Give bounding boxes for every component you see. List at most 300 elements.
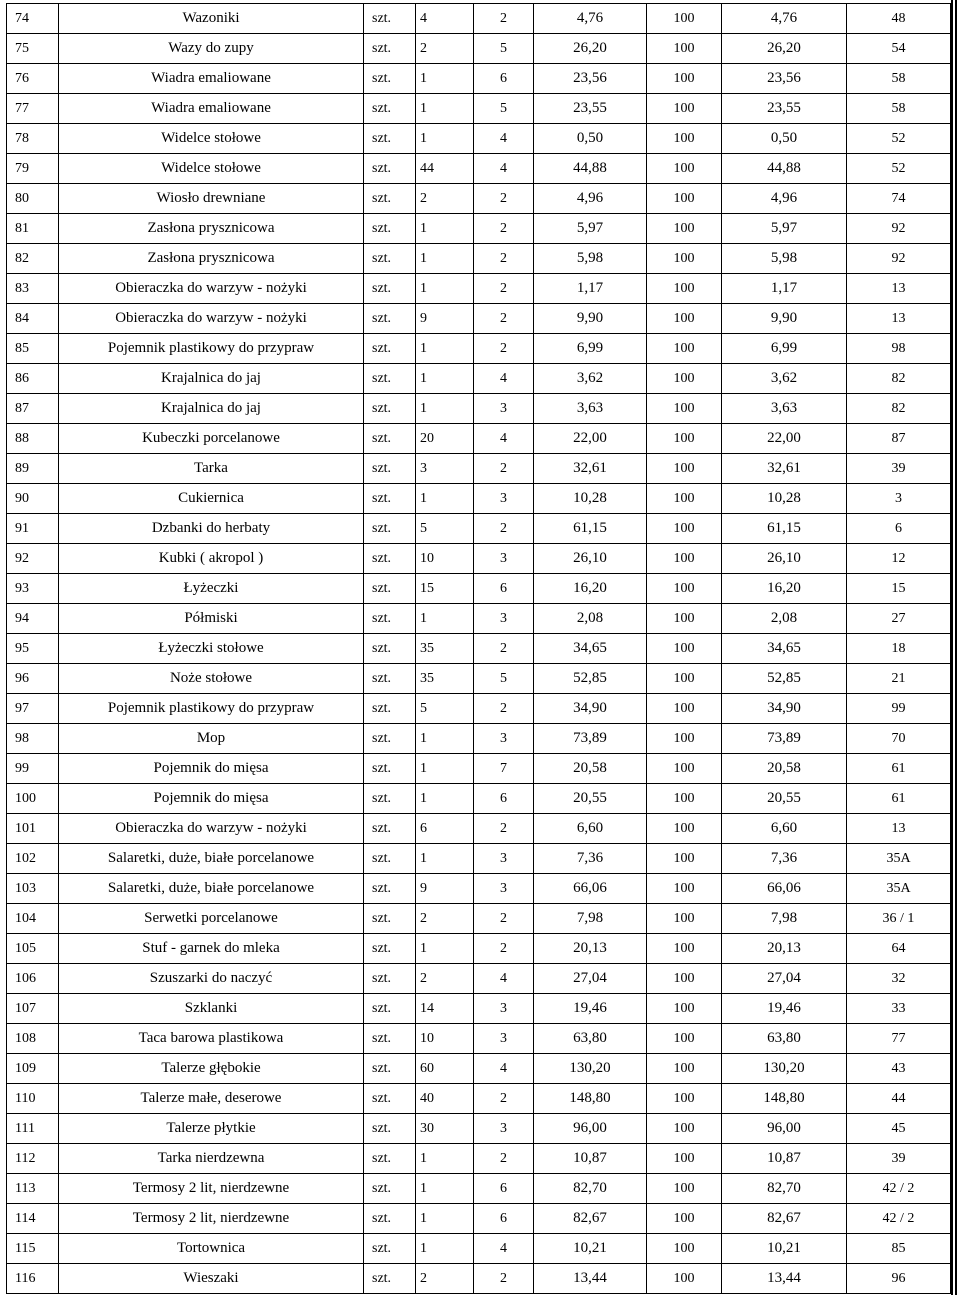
count-cell: 2	[474, 514, 534, 544]
table-row	[7, 754, 951, 784]
price-cell: 3,63	[534, 394, 647, 424]
value-cell: 16,20	[722, 574, 847, 604]
table-row	[7, 424, 951, 454]
page-border-line	[951, 0, 953, 1295]
item-name: Pojemnik do mięsa	[59, 754, 364, 784]
reference-cell: 61	[847, 784, 951, 814]
quantity-cell: 3	[416, 454, 474, 484]
price-cell: 20,55	[534, 784, 647, 814]
percent-cell: 100	[647, 1234, 722, 1264]
table-row	[7, 1054, 951, 1084]
value-cell: 63,80	[722, 1024, 847, 1054]
price-cell: 9,90	[534, 304, 647, 334]
percent-cell: 100	[647, 94, 722, 124]
item-name: Salaretki, duże, białe porcelanowe	[59, 874, 364, 904]
value-cell: 22,00	[722, 424, 847, 454]
count-cell: 6	[474, 1204, 534, 1234]
value-cell: 73,89	[722, 724, 847, 754]
percent-cell: 100	[647, 1264, 722, 1294]
quantity-cell: 1	[416, 484, 474, 514]
table-row	[7, 1144, 951, 1174]
percent-cell: 100	[647, 784, 722, 814]
unit-cell: szt.	[364, 1204, 416, 1234]
row-number: 77	[7, 94, 59, 124]
row-number: 89	[7, 454, 59, 484]
count-cell: 2	[474, 184, 534, 214]
value-cell: 19,46	[722, 994, 847, 1024]
percent-cell: 100	[647, 4, 722, 34]
reference-cell: 99	[847, 694, 951, 724]
row-number: 74	[7, 4, 59, 34]
table-body	[7, 4, 951, 1294]
unit-cell: szt.	[364, 1264, 416, 1294]
quantity-cell: 2	[416, 34, 474, 64]
quantity-cell: 1	[416, 244, 474, 274]
value-cell: 20,58	[722, 754, 847, 784]
table-row	[7, 304, 951, 334]
row-number: 94	[7, 604, 59, 634]
value-cell: 44,88	[722, 154, 847, 184]
row-number: 107	[7, 994, 59, 1024]
table-row	[7, 484, 951, 514]
price-cell: 63,80	[534, 1024, 647, 1054]
item-name: Tortownica	[59, 1234, 364, 1264]
row-number: 100	[7, 784, 59, 814]
price-cell: 52,85	[534, 664, 647, 694]
row-number: 84	[7, 304, 59, 334]
item-name: Pojemnik plastikowy do przypraw	[59, 694, 364, 724]
value-cell: 23,55	[722, 94, 847, 124]
reference-cell: 61	[847, 754, 951, 784]
item-name: Krajalnica do jaj	[59, 364, 364, 394]
value-cell: 10,28	[722, 484, 847, 514]
reference-cell: 52	[847, 154, 951, 184]
quantity-cell: 10	[416, 1024, 474, 1054]
count-cell: 2	[474, 454, 534, 484]
reference-cell: 54	[847, 34, 951, 64]
table-row	[7, 814, 951, 844]
unit-cell: szt.	[364, 94, 416, 124]
unit-cell: szt.	[364, 1234, 416, 1264]
count-cell: 5	[474, 664, 534, 694]
row-number: 82	[7, 244, 59, 274]
quantity-cell: 6	[416, 814, 474, 844]
reference-cell: 35A	[847, 874, 951, 904]
reference-cell: 96	[847, 1264, 951, 1294]
row-number: 109	[7, 1054, 59, 1084]
quantity-cell: 1	[416, 394, 474, 424]
table-row	[7, 514, 951, 544]
row-number: 81	[7, 214, 59, 244]
table-row	[7, 94, 951, 124]
row-number: 111	[7, 1114, 59, 1144]
quantity-cell: 1	[416, 934, 474, 964]
item-name: Talerze małe, deserowe	[59, 1084, 364, 1114]
table-row	[7, 934, 951, 964]
quantity-cell: 2	[416, 184, 474, 214]
item-name: Tarka nierdzewna	[59, 1144, 364, 1174]
quantity-cell: 1	[416, 1174, 474, 1204]
table-row	[7, 394, 951, 424]
percent-cell: 100	[647, 364, 722, 394]
value-cell: 148,80	[722, 1084, 847, 1114]
item-name: Wiosło drewniane	[59, 184, 364, 214]
percent-cell: 100	[647, 994, 722, 1024]
price-cell: 130,20	[534, 1054, 647, 1084]
unit-cell: szt.	[364, 754, 416, 784]
quantity-cell: 9	[416, 304, 474, 334]
unit-cell: szt.	[364, 574, 416, 604]
price-cell: 34,65	[534, 634, 647, 664]
count-cell: 4	[474, 364, 534, 394]
percent-cell: 100	[647, 664, 722, 694]
inventory-sheet	[6, 3, 950, 1294]
reference-cell: 98	[847, 334, 951, 364]
item-name: Obieraczka do warzyw - nożyki	[59, 274, 364, 304]
percent-cell: 100	[647, 694, 722, 724]
price-cell: 73,89	[534, 724, 647, 754]
count-cell: 6	[474, 64, 534, 94]
count-cell: 3	[474, 1114, 534, 1144]
count-cell: 4	[474, 124, 534, 154]
quantity-cell: 1	[416, 94, 474, 124]
table-row	[7, 64, 951, 94]
count-cell: 2	[474, 244, 534, 274]
value-cell: 2,08	[722, 604, 847, 634]
item-name: Wiadra emaliowane	[59, 94, 364, 124]
value-cell: 130,20	[722, 1054, 847, 1084]
item-name: Szklanki	[59, 994, 364, 1024]
table-row	[7, 694, 951, 724]
percent-cell: 100	[647, 874, 722, 904]
reference-cell: 48	[847, 4, 951, 34]
value-cell: 3,62	[722, 364, 847, 394]
price-cell: 10,28	[534, 484, 647, 514]
row-number: 80	[7, 184, 59, 214]
table-row	[7, 124, 951, 154]
unit-cell: szt.	[364, 304, 416, 334]
unit-cell: szt.	[364, 214, 416, 244]
quantity-cell: 14	[416, 994, 474, 1024]
reference-cell: 44	[847, 1084, 951, 1114]
reference-cell: 15	[847, 574, 951, 604]
percent-cell: 100	[647, 154, 722, 184]
item-name: Serwetki porcelanowe	[59, 904, 364, 934]
quantity-cell: 1	[416, 754, 474, 784]
unit-cell: szt.	[364, 784, 416, 814]
table-row	[7, 724, 951, 754]
unit-cell: szt.	[364, 394, 416, 424]
price-cell: 27,04	[534, 964, 647, 994]
value-cell: 13,44	[722, 1264, 847, 1294]
unit-cell: szt.	[364, 934, 416, 964]
reference-cell: 39	[847, 1144, 951, 1174]
table-row	[7, 634, 951, 664]
price-cell: 5,97	[534, 214, 647, 244]
item-name: Szuszarki do naczyć	[59, 964, 364, 994]
price-cell: 5,98	[534, 244, 647, 274]
page-border-line	[955, 0, 957, 1295]
row-number: 76	[7, 64, 59, 94]
reference-cell: 58	[847, 94, 951, 124]
price-cell: 66,06	[534, 874, 647, 904]
quantity-cell: 1	[416, 1144, 474, 1174]
quantity-cell: 5	[416, 514, 474, 544]
value-cell: 61,15	[722, 514, 847, 544]
price-cell: 148,80	[534, 1084, 647, 1114]
unit-cell: szt.	[364, 334, 416, 364]
row-number: 113	[7, 1174, 59, 1204]
reference-cell: 82	[847, 394, 951, 424]
percent-cell: 100	[647, 244, 722, 274]
unit-cell: szt.	[364, 1144, 416, 1174]
count-cell: 3	[474, 844, 534, 874]
quantity-cell: 1	[416, 1234, 474, 1264]
reference-cell: 27	[847, 604, 951, 634]
quantity-cell: 44	[416, 154, 474, 184]
reference-cell: 42 / 2	[847, 1204, 951, 1234]
table-row	[7, 1264, 951, 1294]
count-cell: 7	[474, 754, 534, 784]
item-name: Talerze głębokie	[59, 1054, 364, 1084]
quantity-cell: 5	[416, 694, 474, 724]
value-cell: 34,90	[722, 694, 847, 724]
table-row	[7, 274, 951, 304]
item-name: Obieraczka do warzyw - nożyki	[59, 304, 364, 334]
item-name: Termosy 2 lit, nierdzewne	[59, 1174, 364, 1204]
item-name: Pojemnik do mięsa	[59, 784, 364, 814]
value-cell: 82,70	[722, 1174, 847, 1204]
table-row	[7, 1114, 951, 1144]
value-cell: 10,87	[722, 1144, 847, 1174]
row-number: 95	[7, 634, 59, 664]
percent-cell: 100	[647, 34, 722, 64]
unit-cell: szt.	[364, 604, 416, 634]
price-cell: 7,98	[534, 904, 647, 934]
unit-cell: szt.	[364, 814, 416, 844]
count-cell: 4	[474, 1054, 534, 1084]
table-row	[7, 874, 951, 904]
table-row	[7, 904, 951, 934]
quantity-cell: 2	[416, 1264, 474, 1294]
count-cell: 4	[474, 424, 534, 454]
count-cell: 3	[474, 874, 534, 904]
count-cell: 2	[474, 904, 534, 934]
table-row	[7, 214, 951, 244]
value-cell: 1,17	[722, 274, 847, 304]
reference-cell: 13	[847, 814, 951, 844]
price-cell: 4,76	[534, 4, 647, 34]
count-cell: 4	[474, 1234, 534, 1264]
value-cell: 20,13	[722, 934, 847, 964]
unit-cell: szt.	[364, 484, 416, 514]
table-row	[7, 604, 951, 634]
row-number: 98	[7, 724, 59, 754]
table-row	[7, 544, 951, 574]
value-cell: 26,20	[722, 34, 847, 64]
reference-cell: 82	[847, 364, 951, 394]
unit-cell: szt.	[364, 184, 416, 214]
count-cell: 2	[474, 934, 534, 964]
reference-cell: 58	[847, 64, 951, 94]
table-row	[7, 1204, 951, 1234]
quantity-cell: 40	[416, 1084, 474, 1114]
count-cell: 3	[474, 724, 534, 754]
price-cell: 26,20	[534, 34, 647, 64]
count-cell: 2	[474, 4, 534, 34]
count-cell: 3	[474, 544, 534, 574]
unit-cell: szt.	[364, 874, 416, 904]
row-number: 110	[7, 1084, 59, 1114]
percent-cell: 100	[647, 634, 722, 664]
count-cell: 2	[474, 304, 534, 334]
percent-cell: 100	[647, 124, 722, 154]
quantity-cell: 10	[416, 544, 474, 574]
table-row	[7, 154, 951, 184]
count-cell: 3	[474, 994, 534, 1024]
price-cell: 23,55	[534, 94, 647, 124]
price-cell: 13,44	[534, 1264, 647, 1294]
row-number: 99	[7, 754, 59, 784]
item-name: Wieszaki	[59, 1264, 364, 1294]
price-cell: 82,70	[534, 1174, 647, 1204]
quantity-cell: 4	[416, 4, 474, 34]
percent-cell: 100	[647, 484, 722, 514]
percent-cell: 100	[647, 214, 722, 244]
item-name: Taca barowa plastikowa	[59, 1024, 364, 1054]
item-name: Półmiski	[59, 604, 364, 634]
quantity-cell: 1	[416, 64, 474, 94]
inventory-table	[6, 3, 951, 1294]
percent-cell: 100	[647, 1114, 722, 1144]
row-number: 83	[7, 274, 59, 304]
percent-cell: 100	[647, 964, 722, 994]
row-number: 105	[7, 934, 59, 964]
row-number: 88	[7, 424, 59, 454]
value-cell: 23,56	[722, 64, 847, 94]
price-cell: 26,10	[534, 544, 647, 574]
unit-cell: szt.	[364, 994, 416, 1024]
count-cell: 2	[474, 694, 534, 724]
unit-cell: szt.	[364, 424, 416, 454]
reference-cell: 43	[847, 1054, 951, 1084]
row-number: 90	[7, 484, 59, 514]
reference-cell: 92	[847, 214, 951, 244]
price-cell: 2,08	[534, 604, 647, 634]
reference-cell: 77	[847, 1024, 951, 1054]
percent-cell: 100	[647, 334, 722, 364]
percent-cell: 100	[647, 424, 722, 454]
price-cell: 20,13	[534, 934, 647, 964]
unit-cell: szt.	[364, 1084, 416, 1114]
item-name: Noże stołowe	[59, 664, 364, 694]
row-number: 79	[7, 154, 59, 184]
table-row	[7, 364, 951, 394]
item-name: Łyżeczki stołowe	[59, 634, 364, 664]
item-name: Pojemnik plastikowy do przypraw	[59, 334, 364, 364]
price-cell: 20,58	[534, 754, 647, 784]
reference-cell: 13	[847, 274, 951, 304]
value-cell: 9,90	[722, 304, 847, 334]
price-cell: 6,60	[534, 814, 647, 844]
count-cell: 2	[474, 214, 534, 244]
percent-cell: 100	[647, 1204, 722, 1234]
price-cell: 16,20	[534, 574, 647, 604]
table-row	[7, 1024, 951, 1054]
value-cell: 10,21	[722, 1234, 847, 1264]
price-cell: 44,88	[534, 154, 647, 184]
reference-cell: 87	[847, 424, 951, 454]
quantity-cell: 1	[416, 784, 474, 814]
quantity-cell: 60	[416, 1054, 474, 1084]
price-cell: 32,61	[534, 454, 647, 484]
reference-cell: 12	[847, 544, 951, 574]
item-name: Zasłona prysznicowa	[59, 244, 364, 274]
item-name: Obieraczka do warzyw - nożyki	[59, 814, 364, 844]
count-cell: 4	[474, 964, 534, 994]
value-cell: 20,55	[722, 784, 847, 814]
value-cell: 6,99	[722, 334, 847, 364]
percent-cell: 100	[647, 754, 722, 784]
unit-cell: szt.	[364, 964, 416, 994]
percent-cell: 100	[647, 934, 722, 964]
value-cell: 3,63	[722, 394, 847, 424]
percent-cell: 100	[647, 1144, 722, 1174]
item-name: Cukiernica	[59, 484, 364, 514]
price-cell: 34,90	[534, 694, 647, 724]
unit-cell: szt.	[364, 664, 416, 694]
quantity-cell: 2	[416, 964, 474, 994]
count-cell: 6	[474, 784, 534, 814]
price-cell: 4,96	[534, 184, 647, 214]
table-row	[7, 1174, 951, 1204]
table-row	[7, 844, 951, 874]
quantity-cell: 1	[416, 334, 474, 364]
unit-cell: szt.	[364, 244, 416, 274]
value-cell: 7,98	[722, 904, 847, 934]
count-cell: 2	[474, 1084, 534, 1114]
count-cell: 6	[474, 1174, 534, 1204]
value-cell: 27,04	[722, 964, 847, 994]
unit-cell: szt.	[364, 1054, 416, 1084]
item-name: Łyżeczki	[59, 574, 364, 604]
table-row	[7, 964, 951, 994]
price-cell: 3,62	[534, 364, 647, 394]
row-number: 87	[7, 394, 59, 424]
value-cell: 5,98	[722, 244, 847, 274]
percent-cell: 100	[647, 64, 722, 94]
percent-cell: 100	[647, 304, 722, 334]
row-number: 96	[7, 664, 59, 694]
quantity-cell: 20	[416, 424, 474, 454]
unit-cell: szt.	[364, 514, 416, 544]
table-row	[7, 994, 951, 1024]
unit-cell: szt.	[364, 844, 416, 874]
reference-cell: 70	[847, 724, 951, 754]
price-cell: 10,87	[534, 1144, 647, 1174]
unit-cell: szt.	[364, 364, 416, 394]
percent-cell: 100	[647, 454, 722, 484]
unit-cell: szt.	[364, 4, 416, 34]
value-cell: 32,61	[722, 454, 847, 484]
item-name: Talerze płytkie	[59, 1114, 364, 1144]
count-cell: 5	[474, 34, 534, 64]
item-name: Tarka	[59, 454, 364, 484]
reference-cell: 74	[847, 184, 951, 214]
quantity-cell: 1	[416, 604, 474, 634]
row-number: 85	[7, 334, 59, 364]
value-cell: 4,76	[722, 4, 847, 34]
